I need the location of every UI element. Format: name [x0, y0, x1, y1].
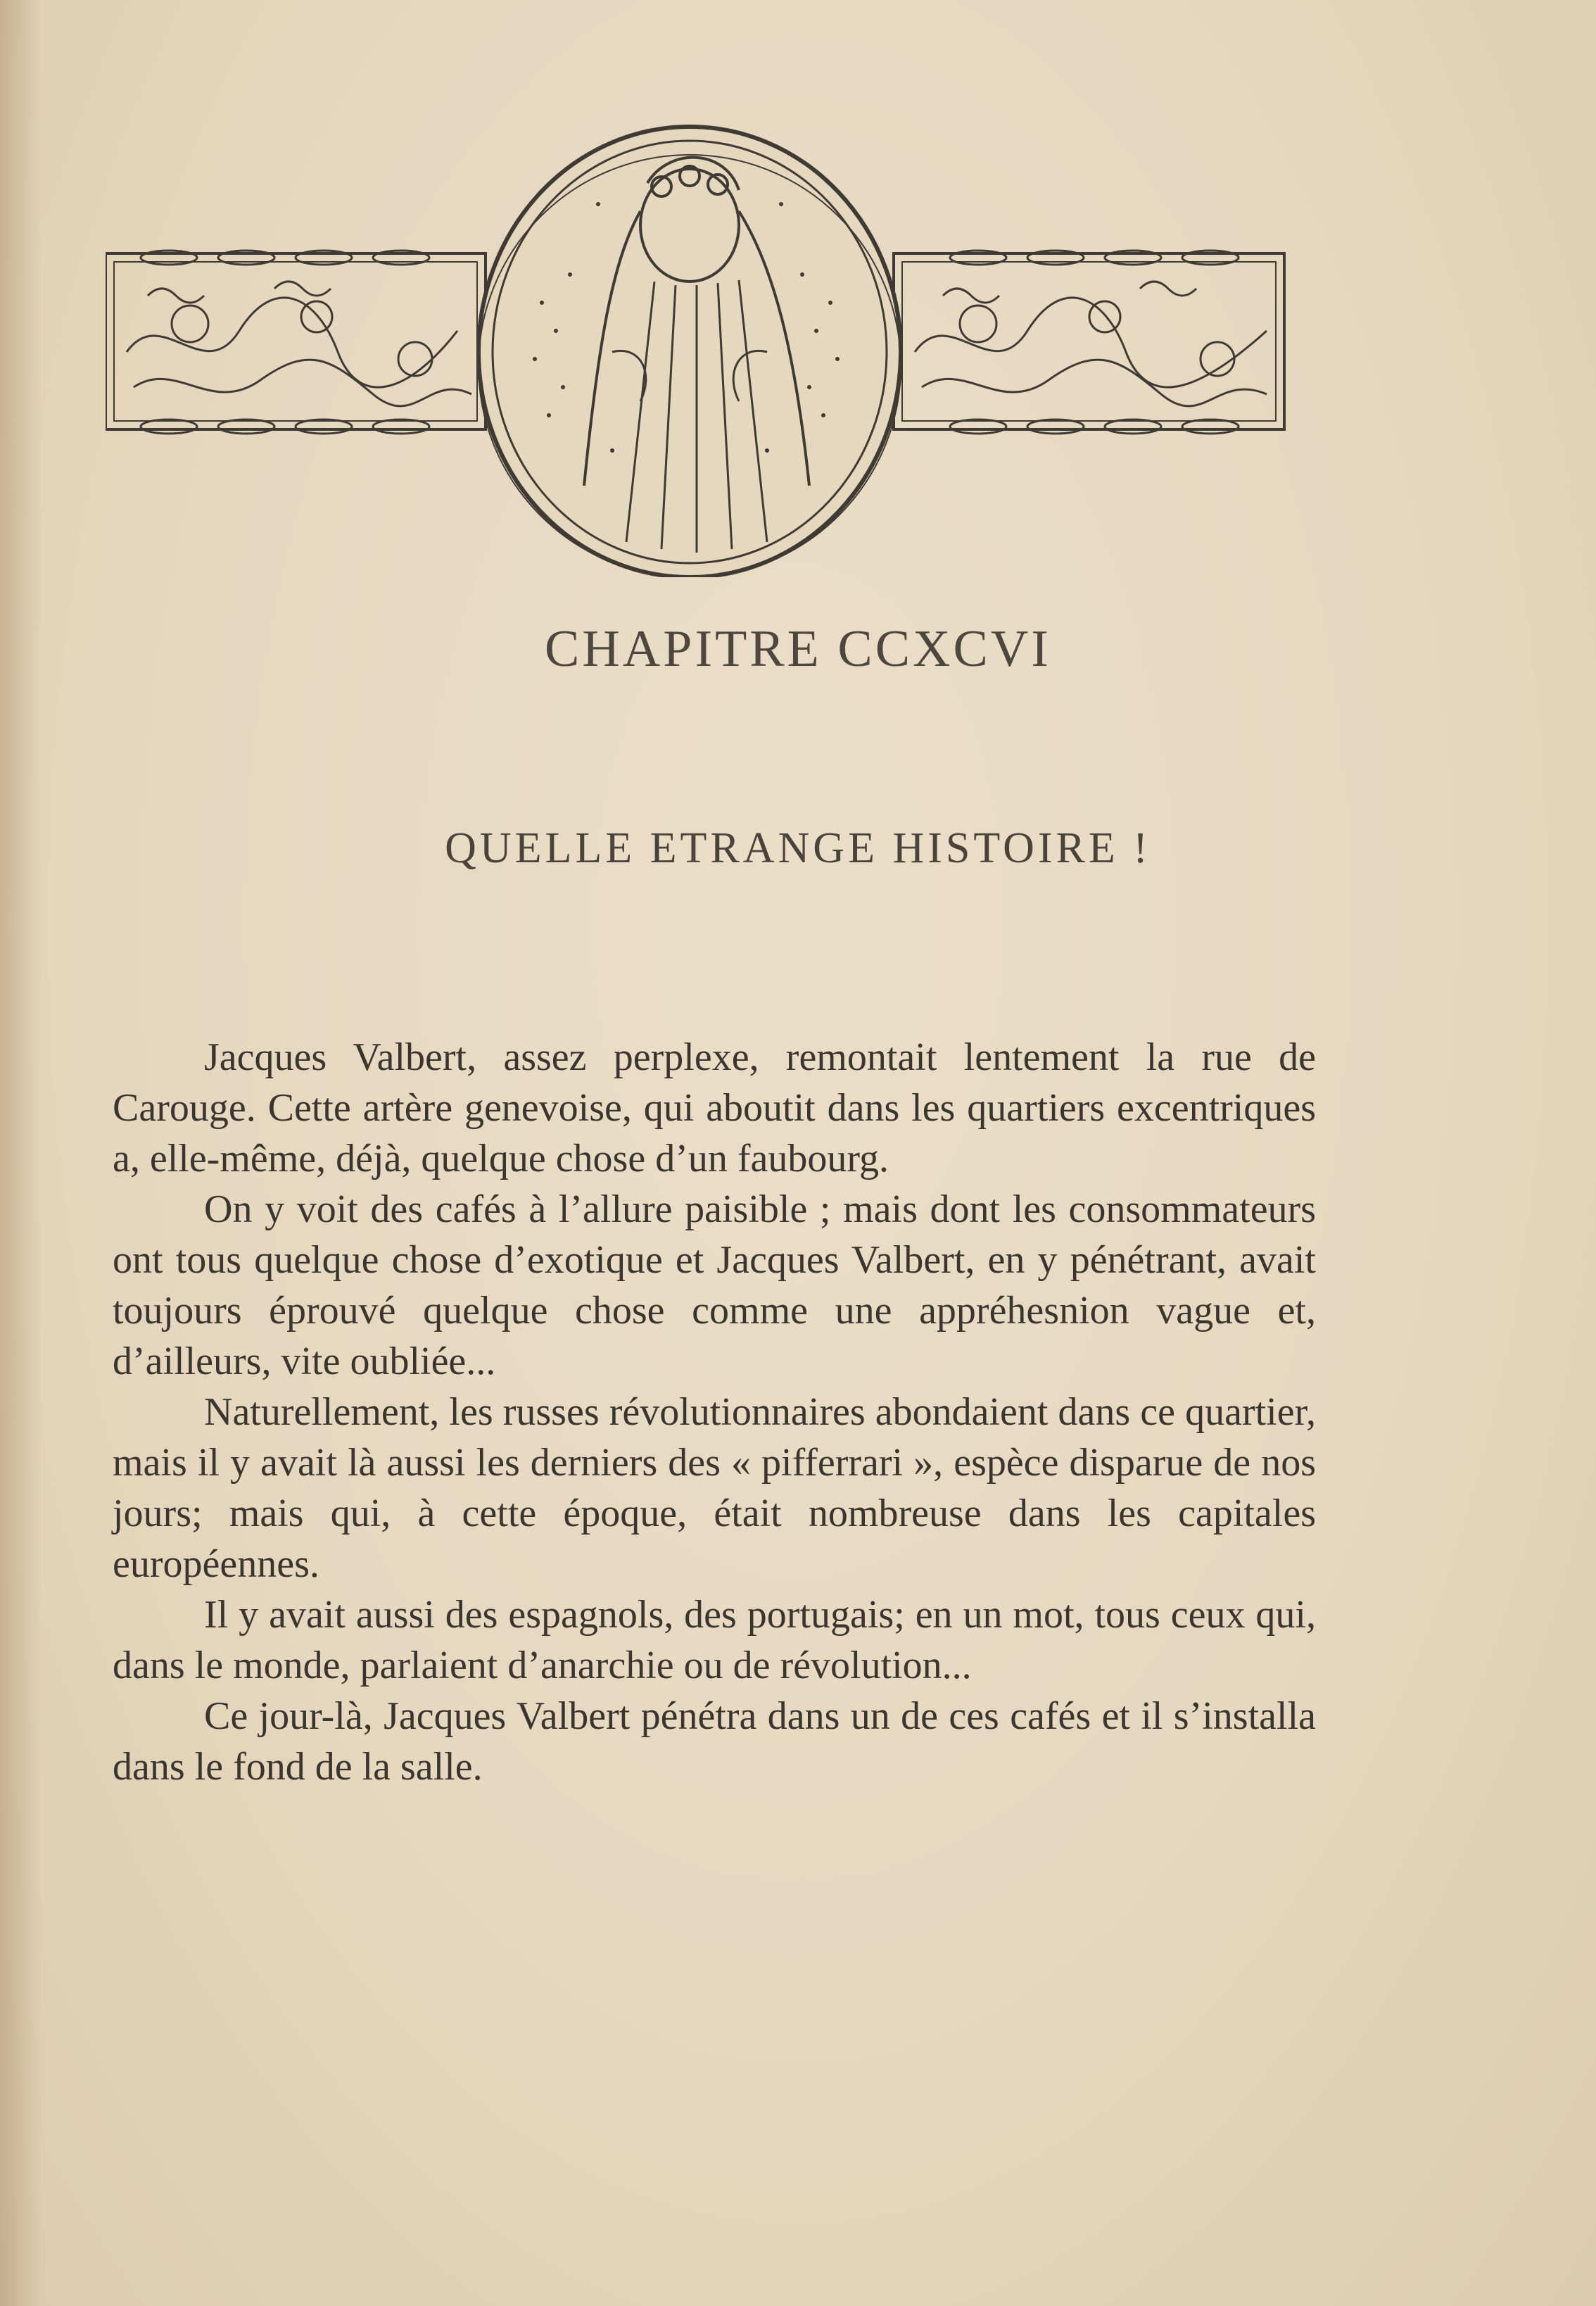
- head-piece-vignette-icon: [106, 120, 1288, 577]
- paragraph: Jacques Valbert, assez perplexe, remontait lentement la rue de Carouge. Cette artère genevoise, qui aboutit dans les quartiers excentriques a, elle-même, déjà, quelque chose d’un faubourg.: [113, 1035, 1316, 1180]
- paragraph: Naturellement, les russes révolutionnaires abondaient dans ce quartier, mais il y avait là aussi les derniers des « pifferrari », espèce disparue de nos jours; mais qui, à cette époque, était nombreuse dans les capitales européennes.: [113, 1390, 1316, 1586]
- paragraph: Il y avait aussi des espagnols, des portugais; en un mot, tous ceux qui, dans le monde, parlaient d’anarchie ou de révolution...: [113, 1593, 1316, 1687]
- body-text: [113, 1032, 1316, 1792]
- paragraph: Ce jour-là, Jacques Valbert pénétra dans un de ces cafés et il s’installa dans le fond de la salle.: [113, 1694, 1316, 1789]
- page-edge-shadow: [0, 0, 42, 2306]
- chapter-title: CHAPITRE CCXCVI: [545, 620, 1051, 678]
- paragraph: On y voit des cafés à l’allure paisible ; mais dont les consommateurs ont tous quelque chose d’exotique et Jacques Valbert, en y pénétrant, avait toujours éprouvé quelque chose comme une appréhesnion vague et, d’ailleurs, vite oubliée...: [113, 1187, 1316, 1383]
- section-title: QUELLE ETRANGE HISTOIRE !: [445, 824, 1151, 872]
